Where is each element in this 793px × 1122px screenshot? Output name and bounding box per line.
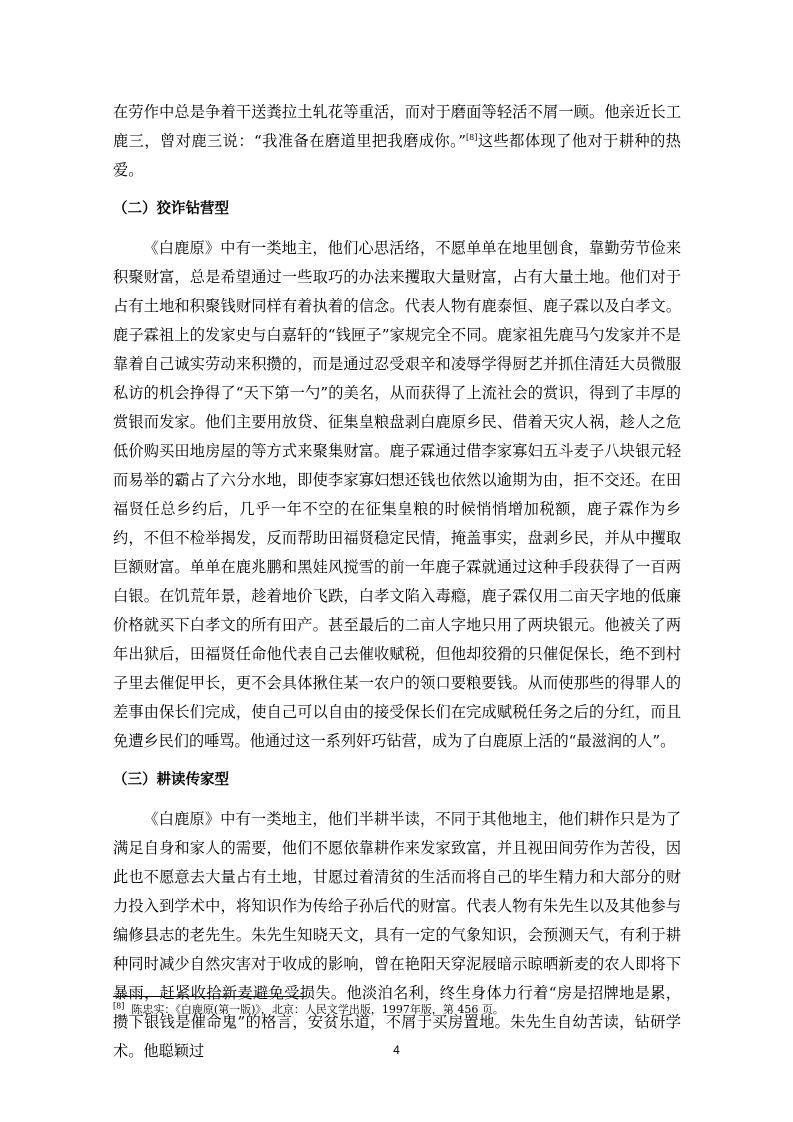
- body-text: [113, 98, 681, 1066]
- section-heading-3: （三）耕读传家型: [113, 772, 229, 788]
- footnote-divider: [113, 996, 306, 997]
- intro-paragraph: [113, 98, 681, 185]
- intro-text-end: 这些都体现了他对于耕种的热爱。: [113, 132, 681, 179]
- section-heading-2: （二）狡诈钻营型: [113, 201, 229, 217]
- footnote-ref-marker[interactable]: [8]: [466, 132, 478, 142]
- footnote: [113, 1002, 693, 1018]
- page-number: 4: [393, 1043, 400, 1057]
- footnote-marker: [8]: [113, 1001, 125, 1011]
- footnote-text: 陈忠实：《白鹿原(第一版)》，北京：人民文学出版，1997年版，第 456 页。: [131, 1003, 504, 1016]
- section-3-paragraph: 《白鹿原》中有一类地主，他们半耕半读，不同于其他地主，他们耕作只是为了满足自身和家人的需要，他们不愿依靠耕作来发家致富，并且视田间劳作为苦役，因此也不愿意去大量占有土地，甘愿过着清贫的生活而将自己的毕生精力和大部分的财力投入到学术中，将知识作为传给子孙后代的财富。代表人物有朱先生以及其他参与编修县志的老先生。朱先生知晓天文，具有一定的气象知识，会预测天气，有利于耕种同时减少自然灾害对于收成的影响，曾在艳阳天穿泥屐暗示晾晒新麦的农人即将下暴雨，赶紧收拾新麦避免受损失。他淡泊名利，终生身体力行着“房是招牌地是累，攒下银钱是催命鬼”的格言，安贫乐道，不屑于买房置地。朱先生自幼苦读，钻研学术。他聪颖过: [113, 810, 681, 1060]
- intro-text: 在劳作中总是争着干送粪拉土轧花等重活，而对于磨面等轻活不屑一顾。他亲近长工鹿三，曾对鹿三说：“我准备在磨道里把我磨成你。”: [113, 103, 681, 150]
- section-2-paragraph: 《白鹿原》中有一类地主，他们心思活络，不愿单单在地里刨食，靠勤劳节俭来积聚财富，总是希望通过一些取巧的办法来攫取大量财富，占有大量土地。他们对于占有土地和积聚钱财同样有着执着的信念。代表人物有鹿泰恒、鹿子霖以及白孝文。鹿子霖祖上的发家史与白嘉轩的“钱匣子”家规完全不同。鹿家祖先鹿马勺发家并不是靠着自己诚实劳动来积攒的，而是通过忍受艰辛和凌辱学得厨艺并抓住清廷大员微服私访的机会挣得了“天下第一勺”的美名，从而获得了上流社会的赏识，得到了丰厚的赏银而发家。他们主要用放贷、征集皇粮盘剥白鹿原乡民、借着天灾人祸，趁人之危低价购买田地房屋的等方式来聚集财富。鹿子霖通过借李家寡妇五斗麦子八块银元轻而易举的霸占了六分水地，即使李家寡妇想还钱也依然以逾期为由，拒不交还。在田福贤任总乡约后，几乎一年不空的在征集皇粮的时候悄悄增加税额，鹿子霖作为乡约，不但不检举揭发，反而帮助田福贤稳定民情，掩盖事实，盘剥乡民，并从中攫取巨额财富。单单在鹿兆鹏和黑娃风搅雪的前一年鹿子霖就通过这种手段获得了一百两白银。在饥荒年景，趁着地价飞跌，白孝文陷入毒瘾，鹿子霖仅用二亩天字地的低廉价格就买下白孝文的所有田产。甚至最后的二亩人字地只用了两块银元。他被关了两年出狱后，田福贤任命他代表自己去催收赋税，但他却狡猾的只催促保长，绝不到村子里去催促甲长，更不会具体揪住某一农户的领口要粮要钱。从而使那些的得罪人的差事由保长们完成，使自己可以自由的接受保长们在完成赋税任务之后的分红，而且免遭乡民们的唾骂。他通过这一系列奸巧钻营，成为了白鹿原上活的“最滋润的人”。: [113, 239, 681, 750]
